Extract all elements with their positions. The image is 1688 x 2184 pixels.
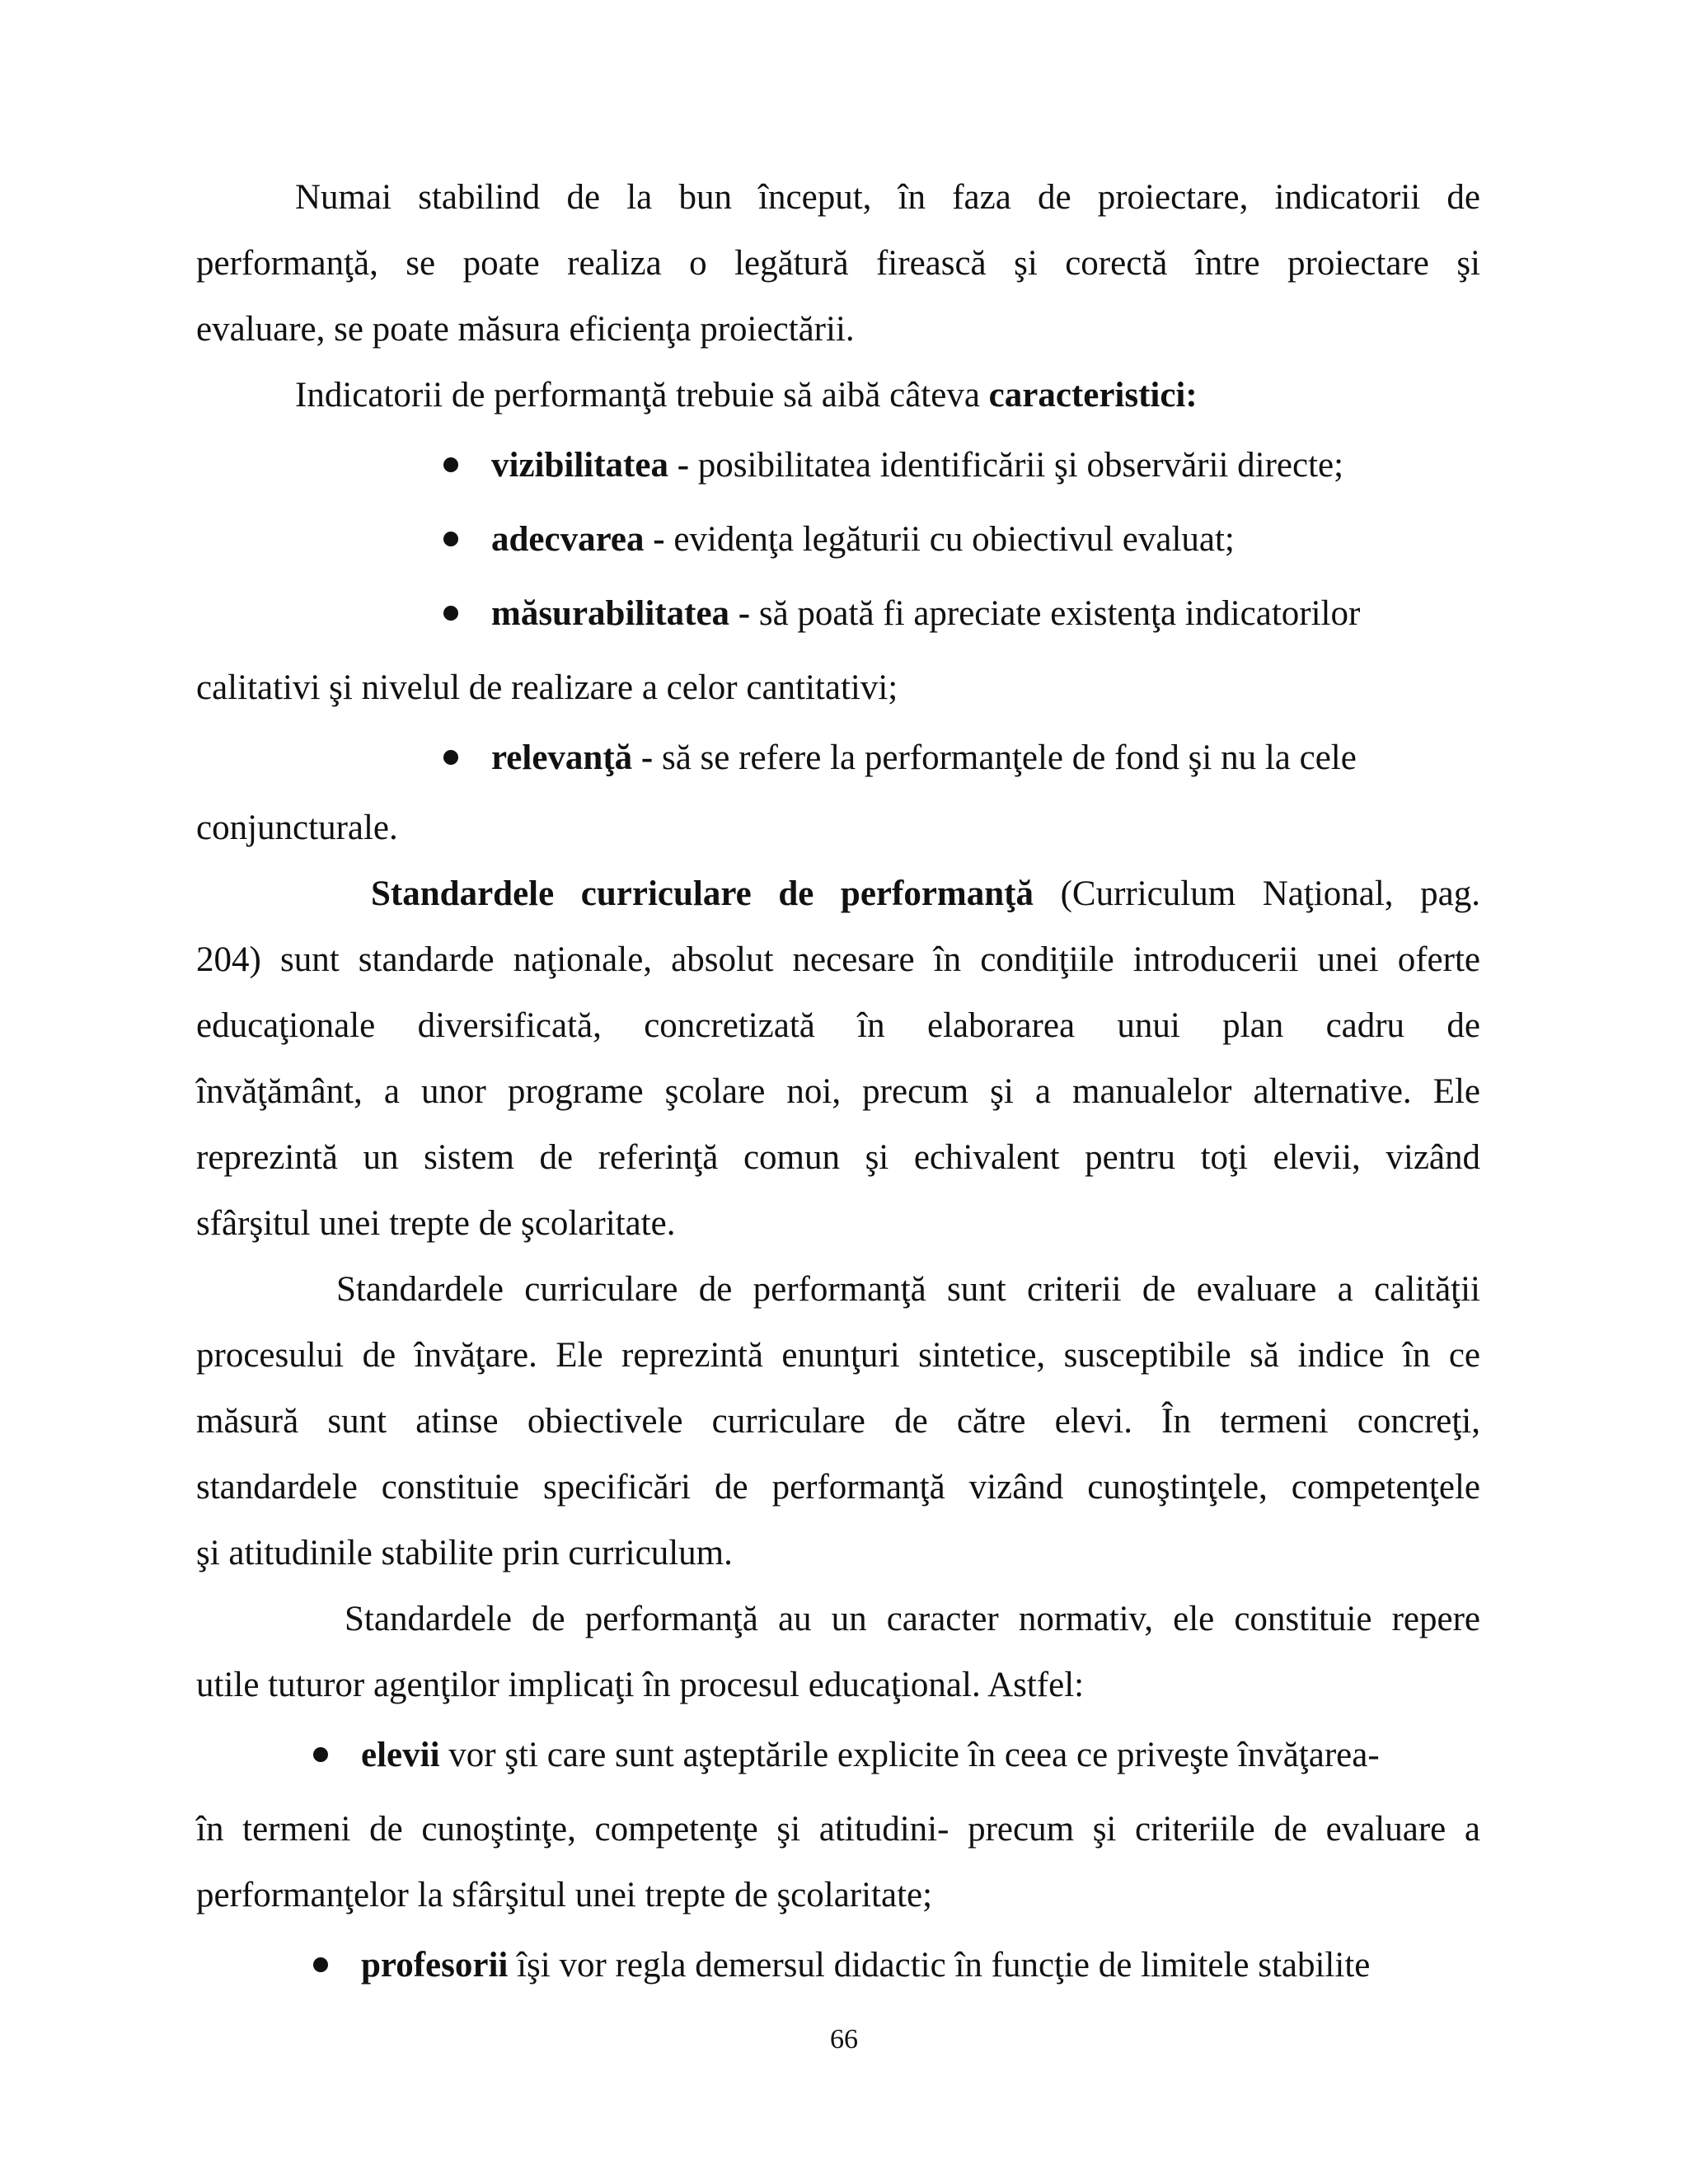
list-item-text: să se refere la performanţele de fond şi nu la cele bbox=[653, 738, 1357, 777]
list-item-term: elevii bbox=[361, 1736, 440, 1774]
list-item-term: relevanţă - bbox=[491, 738, 654, 777]
paragraph-1-line-1: Numai stabilind de la bun început, în faza de proiectare, indicatorii de bbox=[295, 178, 1480, 217]
list-item-term: profesorii bbox=[361, 1946, 509, 1985]
paragraph-3-line-3: educaţionale diversificată, concretizată în elaborarea unui plan cadru de bbox=[196, 1006, 1480, 1045]
paragraph-5-line-2: utile tuturor agenţilor implicaţi în procesul educaţional. Astfel: bbox=[196, 1666, 1085, 1704]
list-item-term: vizibilitatea - bbox=[491, 446, 690, 485]
paragraph-3-line-1-rest: (Curriculum Naţional, pag. bbox=[1033, 874, 1480, 913]
paragraph-4-line-2: procesului de învăţare. Ele reprezintă enunţuri sintetice, susceptibile să indice în ce bbox=[196, 1336, 1480, 1375]
paragraph-4-line-4: standardele constituie specificări de performanţă vizând cunoştinţele, competenţele bbox=[196, 1468, 1480, 1507]
list-item-students bbox=[313, 1737, 1380, 1773]
list-item-text: vor şti care sunt aşteptările explicite în ceea ce priveşte învăţarea- bbox=[439, 1736, 1380, 1774]
paragraph-3-line-1 bbox=[371, 876, 1480, 912]
list-item-text: evidenţa legăturii cu obiectivul evaluat; bbox=[664, 520, 1235, 559]
list-item-adequacy bbox=[443, 522, 1235, 557]
list-item-relevance bbox=[443, 740, 1357, 776]
list-item-teachers bbox=[313, 1947, 1370, 1983]
list-item-visibility bbox=[443, 448, 1343, 483]
paragraph-3-line-6: sfârşitul unei trepte de şcolaritate. bbox=[196, 1204, 676, 1243]
list-item-students-line-2: în termeni de cunoştinţe, competenţe şi atitudini- precum şi criteriile de evaluare a bbox=[196, 1810, 1480, 1849]
bullet-icon bbox=[443, 457, 458, 472]
list-item-measurability bbox=[443, 596, 1360, 631]
list-item-text: posibilitatea identificării şi observării directe; bbox=[689, 446, 1344, 485]
paragraph-3-line-5: reprezintă un sistem de referinţă comun şi echivalent pentru toţi elevii, vizând bbox=[196, 1138, 1480, 1177]
bullet-icon bbox=[443, 606, 458, 621]
list-item-text: să poată fi apreciate existenţa indicatorilor bbox=[750, 594, 1361, 633]
paragraph-4-line-3: măsură sunt atinse obiectivele curriculare de către elevi. În termeni concreţi, bbox=[196, 1402, 1480, 1441]
list-item-relevance-continuation: conjuncturale. bbox=[196, 808, 398, 847]
bullet-icon bbox=[313, 1957, 328, 1972]
paragraph-2-bold: caracteristici: bbox=[988, 376, 1198, 415]
page-number: 66 bbox=[830, 2024, 858, 2055]
paragraph-4-line-5: şi atitudinile stabilite prin curriculum. bbox=[196, 1534, 733, 1572]
paragraph-3-line-2: 204) sunt standarde naţionale, absolut necesare în condiţiile introducerii unei oferte bbox=[196, 940, 1480, 979]
paragraph-5-line-1: Standardele de performanţă au un caracter normativ, ele constituie repere bbox=[345, 1600, 1480, 1638]
bullet-icon bbox=[313, 1747, 328, 1762]
paragraph-2-text: Indicatorii de performanţă trebuie să aibă câteva bbox=[295, 376, 989, 415]
bullet-icon bbox=[443, 532, 458, 546]
list-item-term: adecvarea - bbox=[491, 520, 665, 559]
paragraph-2 bbox=[295, 377, 1198, 413]
paragraph-3-line-4: învăţământ, a unor programe şcolare noi, precum şi a manualelor alternative. Ele bbox=[196, 1072, 1480, 1111]
paragraph-1-line-2: performanţă, se poate realiza o legătură firească şi corectă între proiectare şi bbox=[196, 244, 1480, 283]
list-item-text: îşi vor regla demersul didactic în funcţie de limitele stabilite bbox=[508, 1946, 1371, 1985]
list-item-students-line-3: performanţelor la sfârşitul unei trepte de şcolaritate; bbox=[196, 1876, 933, 1915]
paragraph-4-line-1: Standardele curriculare de performanţă sunt criterii de evaluare a calităţii bbox=[336, 1270, 1480, 1309]
paragraph-1-line-3: evaluare, se poate măsura eficienţa proiectării. bbox=[196, 310, 855, 349]
list-item-measurability-continuation: calitativi şi nivelul de realizare a celor cantitativi; bbox=[196, 668, 898, 707]
paragraph-3-bold: Standardele curriculare de performanţă bbox=[371, 874, 1034, 913]
list-item-term: măsurabilitatea - bbox=[491, 594, 751, 633]
bullet-icon bbox=[443, 750, 458, 765]
